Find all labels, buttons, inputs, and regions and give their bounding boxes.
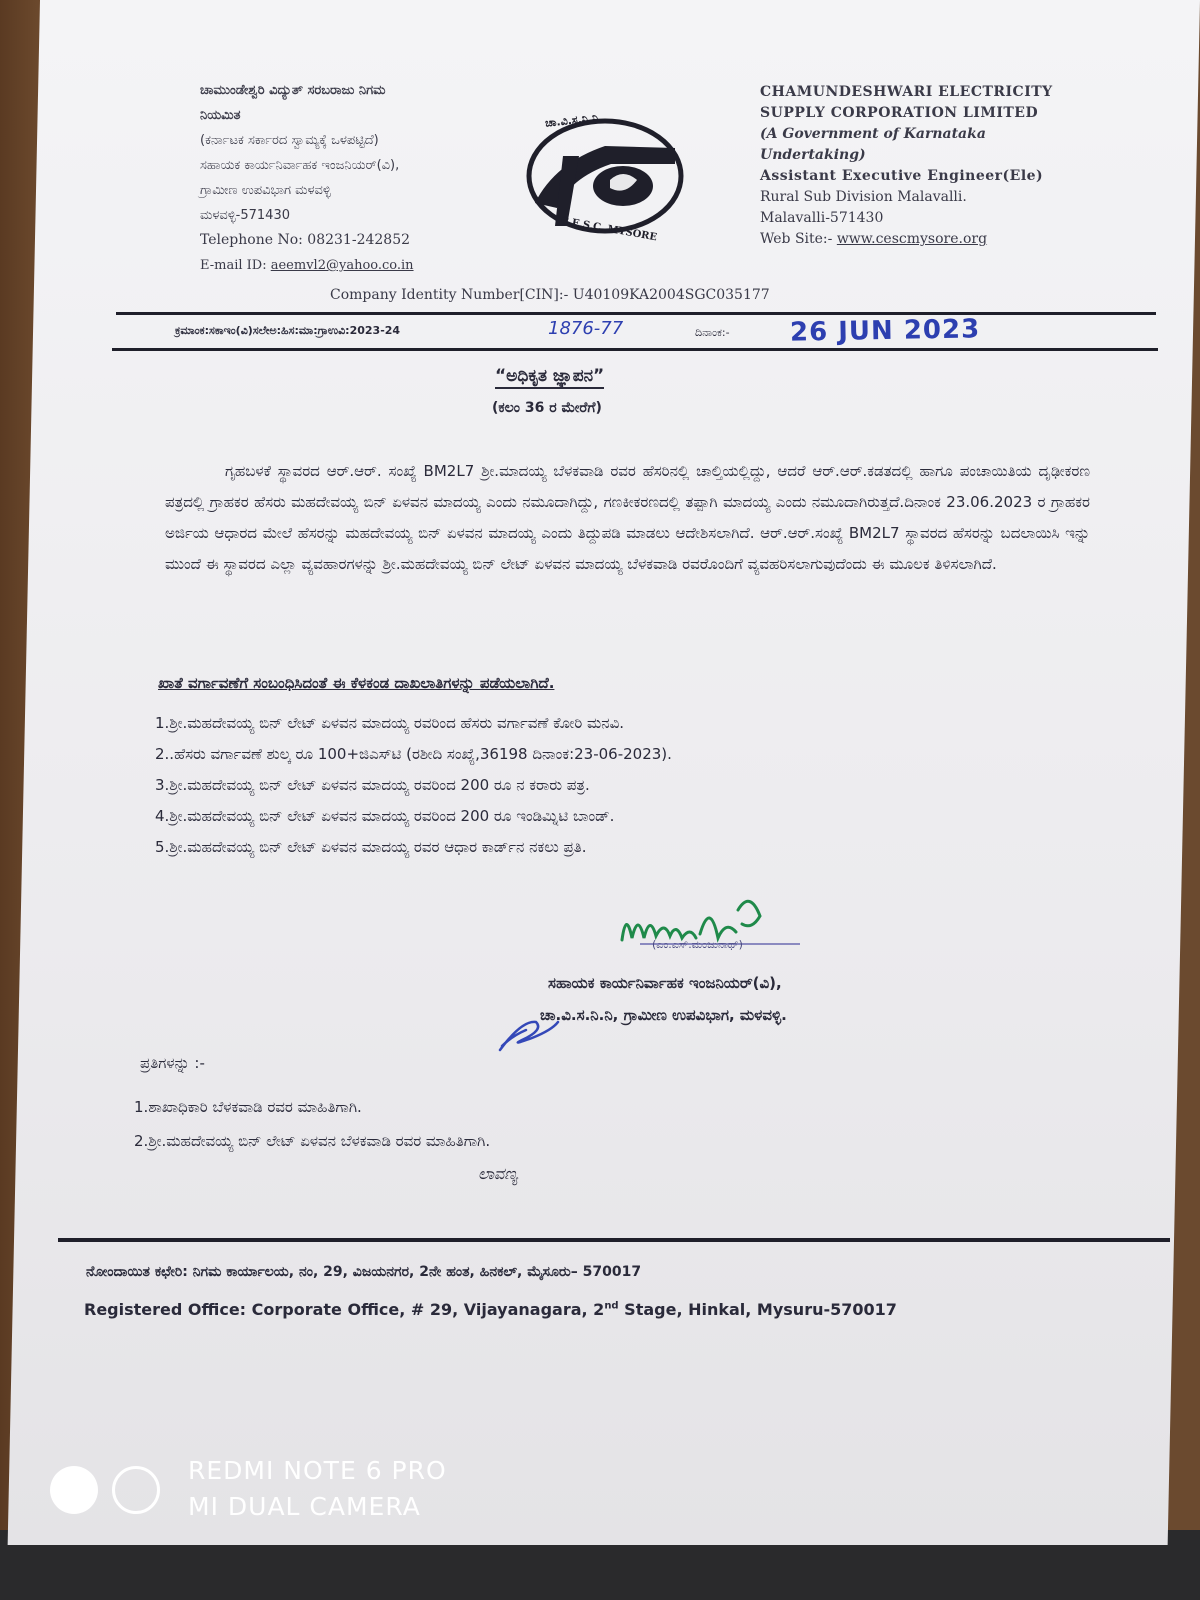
- email-label: E-mail ID:: [200, 258, 267, 273]
- reference-number: 1876-77: [548, 318, 624, 339]
- divider-line: [116, 312, 1156, 315]
- document: [40, 0, 1200, 1545]
- website-line: [760, 229, 1120, 250]
- camera-dot-outline-icon: [112, 1466, 160, 1514]
- pen-scribble-icon: [492, 1000, 562, 1060]
- website-label: Web Site:-: [760, 231, 833, 247]
- footer-kannada-address: ನೋಂದಾಯಿತ ಕಛೇರಿ: ನಿಗಮ ಕಾರ್ಯಾಲಯ, ನಂ, 29, ವಿಜಯನಗರ, 2ನೇ ಹಂತ, ಹಿನಕಲ್, ಮೈಸೂರು– 570017: [86, 1264, 642, 1280]
- company-name-line2: SUPPLY CORPORATION LIMITED: [760, 105, 1039, 121]
- list-item: 5.ಶ್ರೀ.ಮಹದೇವಯ್ಯ ಬಿನ್ ಲೇಟ್ ಏಳವನ ಮಾದಯ್ಯ ರವರ ಆಧಾರ ಕಾರ್ಡ್‌ನ ನಕಲು ಪ್ರತಿ.: [155, 838, 587, 856]
- footer-address-part: Registered Office: Corporate Office, # 29, Vijayanagara, 2: [84, 1300, 605, 1319]
- memo-subtitle: (ಕಲಂ 36 ರ ಮೇರೆಗೆ): [492, 400, 602, 416]
- logo-bottom-text: C.E.S.C, MYSORE: [559, 215, 658, 244]
- sub-division: Rural Sub Division Malavalli.: [760, 189, 967, 205]
- kannada-line: ಸಹಾಯಕ ಕಾರ್ಯನಿರ್ವಾಹಕ ಇಂಜನಿಯರ್(ವಿ),: [200, 158, 400, 173]
- copies-heading: ಪ್ರತಿಗಳನ್ನು :-: [140, 1054, 205, 1072]
- email-line: [200, 253, 530, 278]
- footer-english-address: [84, 1300, 897, 1319]
- telephone: Telephone No: 08231-242852: [200, 232, 411, 248]
- reference-prefix: ಕ್ರಮಾಂಕ:ಸಕಾಇಂ(ವಿ)ಸಲೇಅ:ಹಿಸ:ಮಾ:ಗ್ರಾಉವಿ:2023-24: [175, 324, 401, 337]
- company-name-line1: CHAMUNDESHWARI ELECTRICITY: [760, 84, 1053, 100]
- documents-heading: ಖಾತೆ ವರ್ಗಾವಣೆಗೆ ಸಂಬಂಧಿಸಿದಂತೆ ಈ ಕೆಳಕಂಡ ದಾಖಲಾತಿಗಳನ್ನು ಪಡೆಯಲಾಗಿದೆ.: [158, 674, 555, 692]
- kannada-line: (ಕರ್ನಾಟಕ ಸರ್ಕಾರದ ಸ್ವಾಮ್ಯಕ್ಕೆ ಒಳಪಟ್ಟಿದೆ): [200, 133, 379, 148]
- govt-undertaking-line1: (A Government of Karnataka: [760, 126, 986, 142]
- initials-scribble: [492, 1000, 562, 1060]
- camera-watermark-line2: MI DUAL CAMERA: [188, 1492, 421, 1521]
- kannada-line: ಮಳವಳ್ಳಿ-571430: [200, 208, 290, 223]
- kannada-line: ನಿಯಮಿತ: [200, 108, 241, 123]
- letterhead-english: [760, 82, 1120, 250]
- list-item: 3.ಶ್ರೀ.ಮಹದೇವಯ್ಯ ಬಿನ್ ಲೇಟ್ ಏಳವನ ಮಾದಯ್ಯ ರವರಿಂದ 200 ರೂ ನ ಕರಾರು ಪತ್ರ.: [155, 776, 590, 794]
- logo-top-text: ಚಾ.ವಿ.ಸ.ನಿ.ನಿ: [544, 111, 599, 130]
- divider-line: [112, 348, 1158, 351]
- camera-watermark-line1: REDMI NOTE 6 PRO: [188, 1456, 447, 1485]
- date-stamp: 26 JUN 2023: [789, 314, 981, 348]
- signatory-name-stamp: (ಎಂ.ಎಸ್.ಮಂಜುನಾಥ್): [652, 938, 743, 951]
- cesc-logo: [515, 108, 695, 248]
- footer-address-sup: nd: [604, 1300, 619, 1312]
- list-item: 2.ಶ್ರೀ.ಮಹದೇವಯ್ಯ ಬಿನ್ ಲೇಟ್ ಏಳವನ ಬೆಳಕವಾಡಿ ರವರ ಮಾಹಿತಿಗಾಗಿ.: [134, 1132, 491, 1150]
- documents-list: [155, 708, 1055, 863]
- copies-list: [134, 1090, 934, 1158]
- govt-undertaking-line2: Undertaking): [760, 147, 866, 163]
- list-item: 2..ಹೆಸರು ವರ್ಗಾವಣೆ ಶುಲ್ಕ ರೂ 100+ಜಿಎಸ್‌ಟಿ (ರಶೀದಿ ಸಂಖ್ಯೆ,36198 ದಿನಾಂಕ:23-06-2023).: [155, 745, 672, 763]
- office-pin: Malavalli-571430: [760, 210, 884, 226]
- office-designation: Assistant Executive Engineer(Ele): [760, 168, 1044, 184]
- signatory-office: ಚಾ.ವಿ.ಸ.ನಿ.ನಿ, ಗ್ರಾಮೀಣ ಉಪವಿಭಾಗ, ಮಳವಳ್ಳಿ.: [540, 1006, 787, 1024]
- list-item: 1.ಶ್ರೀ.ಮಹದೇವಯ್ಯ ಬಿನ್ ಲೇಟ್ ಏಳವನ ಮಾದಯ್ಯ ರವರಿಂದ ಹೆಸರು ವರ್ಗಾವಣೆ ಕೋರಿ ಮನವಿ.: [155, 714, 625, 732]
- kannada-line: ಗ್ರಾಮೀಣ ಉಪವಿಭಾಗ ಮಳವಳ್ಳಿ: [200, 183, 331, 198]
- website-link[interactable]: www.cescmysore.org: [836, 231, 988, 247]
- kannada-line: ಚಾಮುಂಡೇಶ್ವರಿ ವಿದ್ಯುತ್ ಸರಬರಾಜು ನಿಗಮ: [200, 83, 386, 98]
- memo-title: “ಅಧಿಕೃತ ಜ್ಞಾಪನ”: [495, 366, 604, 389]
- list-item: 1.ಶಾಖಾಧಿಕಾರಿ ಬೆಳಕವಾಡಿ ರವರ ಮಾಹಿತಿಗಾಗಿ.: [134, 1098, 362, 1116]
- footer-divider: [58, 1238, 1170, 1242]
- memo-paragraph: ಗೃಹಬಳಕೆ ಸ್ಥಾವರದ ಆರ್.ಆರ್. ಸಂಖ್ಯೆ BM2L7 ಶ್ರೀ.ಮಾದಯ್ಯ ಬೆಳಕವಾಡಿ ರವರ ಹೆಸರಿನಲ್ಲಿ ಚಾಲ್ತಿಯಲ್ಲಿದ್ದು, ಆದರೆ ಆರ್.ಆರ್.ಕಡತದಲ್ಲಿ ಹಾಗೂ ಪಂಚಾಯಿತಿಯ ದೃಢೀಕರಣ ಪತ್ರದಲ್ಲಿ ಗ್ರಾಹಕರ ಹೆಸರು ಮಹದೇವಯ್ಯ ಬಿನ್ ಏಳವನ ಮಾದಯ್ಯ ಎಂದು ನಮೂದಾಗಿದ್ದು, ಗಣಕೀಕರಣದಲ್ಲಿ ತಪ್ಪಾಗಿ ಮಾದಯ್ಯ ಎಂದು ನಮೂದಾಗಿರುತ್ತದೆ.ದಿನಾಂಕ 23.06.2023 ರ ಗ್ರಾಹಕರ ಅರ್ಜಿಯ ಆಧಾರದ ಮೇಲೆ ಹೆಸರನ್ನು ಮಹದೇವಯ್ಯ ಬಿನ್ ಏಳವನ ಮಾದಯ್ಯ ಎಂದು ತಿದ್ದುಪಡಿ ಮಾಡಲು ಆದೇಶಿಸಲಾಗಿದೆ. ಆರ್.ಆರ್.ಸಂಖ್ಯೆ BM2L7 ಸ್ಥಾವರದ ಹೆಸರನ್ನು ಬದಲಾಯಿಸಿ ಇನ್ನು ಮುಂದೆ ಈ ಸ್ಥಾವರದ ಎಲ್ಲಾ ವ್ಯವಹಾರಗಳನ್ನು ಶ್ರೀ.ಮಹದೇವಯ್ಯ ಬಿನ್ ಲೇಟ್ ಏಳವನ ಮಾದಯ್ಯ ಬೆಳಕವಾಡಿ ರವರೊಂದಿಗೆ ವ್ಯವಹರಿಸಲಾಗುವುದೆಂದು ಈ ಮೂಲಕ ತಿಳಿಸಲಾಗಿದೆ.: [165, 462, 1090, 573]
- email-link[interactable]: aeemvl2@yahoo.co.in: [270, 258, 414, 273]
- letterhead-kannada: [200, 78, 530, 278]
- list-item: 4.ಶ್ರೀ.ಮಹದೇವಯ್ಯ ಬಿನ್ ಲೇಟ್ ಏಳವನ ಮಾದಯ್ಯ ರವರಿಂದ 200 ರೂ ಇಂಡಿಮ್ನಿಟಿ ಬಾಂಡ್.: [155, 807, 615, 825]
- signatory-designation: ಸಹಾಯಕ ಕಾರ್ಯನಿರ್ವಾಹಕ ಇಂಜನಿಯರ್(ವಿ),: [548, 974, 782, 992]
- cin-number: Company Identity Number[CIN]:- U40109KA2004SGC035177: [330, 287, 770, 303]
- footer-address-part: Stage, Hinkal, Mysuru-570017: [618, 1300, 897, 1319]
- clerk-initials: ಲಾವಣ್ಯ: [478, 1164, 518, 1183]
- camera-dot-filled-icon: [50, 1466, 98, 1514]
- date-label: ದಿನಾಂಕ:-: [695, 326, 730, 339]
